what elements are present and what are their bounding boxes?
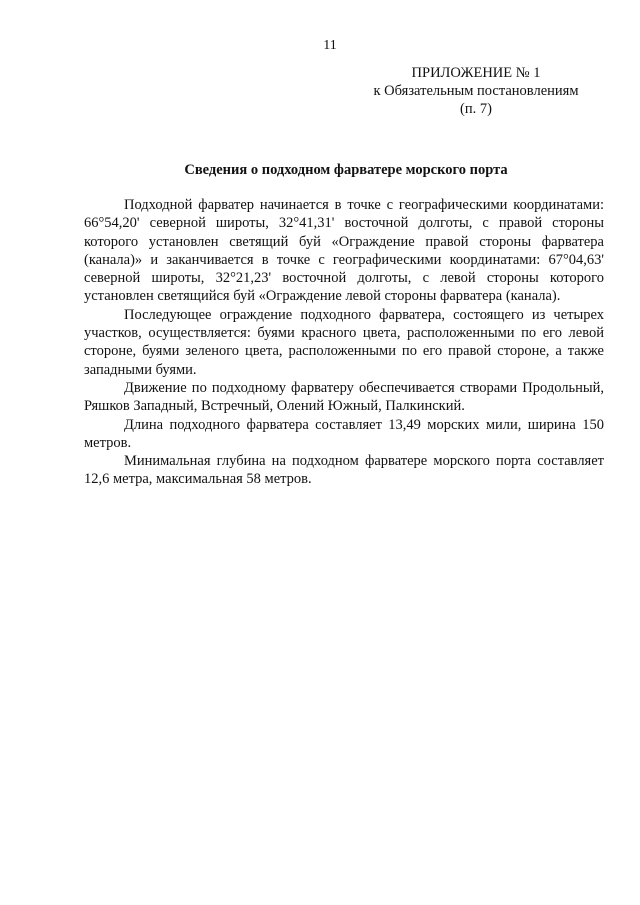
appendix-title: ПРИЛОЖЕНИЕ № 1 [411, 65, 541, 81]
paragraph-fairway-depth: Минимальная глубина на подходном фарватере морского порта составляет 12,6 метра, максимальная 58 метров. [84, 453, 604, 488]
document-body [84, 196, 604, 489]
document-title: Сведения о подходном фарватере морского порта [184, 162, 508, 178]
paragraph-fairway-coordinates: Подходной фарватер начинается в точке с географическими координатами: 66°54,20' северной широты, 32°41,31' восточной долготы, с правой стороны которого установлен светящий буй «Ограждение правой стороны фарватера (канала)» и заканчивается в точке с географическими координатами: 67°04,63' северной широты, 32°21,23' восточной долготы, с левой стороны которого установлен светящийся буй «Ограждение левой стороны фарватера (канала). [84, 197, 604, 305]
page-number: 11 [323, 38, 337, 53]
appendix-header [346, 64, 606, 118]
appendix-clause: (п. 7) [460, 101, 492, 117]
paragraph-fairway-ranges: Движение по подходному фарватеру обеспечивается створами Продольный, Ряшков Западный, Встречный, Олений Южный, Палкинский. [84, 379, 604, 415]
paragraph-fairway-dimensions: Длина подходного фарватера составляет 13,49 морских мили, ширина 150 метров. [84, 416, 604, 451]
paragraph-fairway-buoys: Последующее ограждение подходного фарватера, состоящего из четырех участков, осуществляется: буями красного цвета, расположенными по его левой стороне, буями зеленого цвета, расположенными по его правой стороне, а также западными буями. [84, 306, 604, 378]
appendix-reference: к Обязательным постановлениям [373, 83, 579, 99]
